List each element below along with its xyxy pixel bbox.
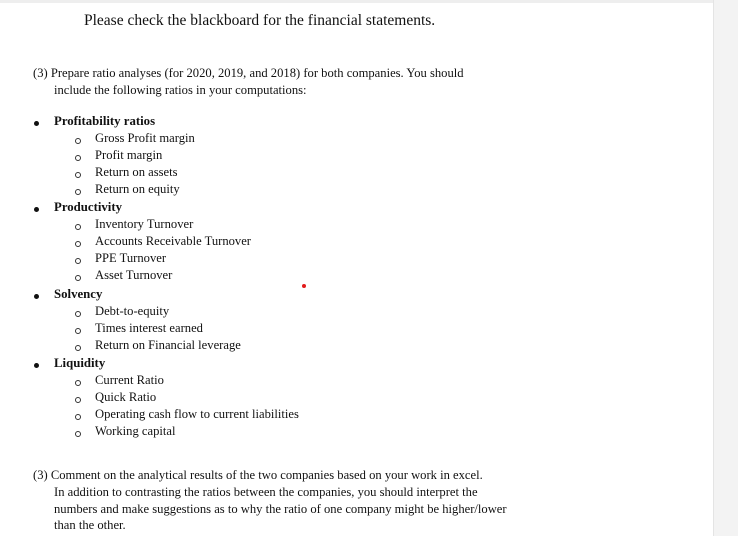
circle-bullet-icon (75, 241, 81, 247)
instruction-line-2: include the following ratios in your computations: (54, 82, 307, 97)
circle-bullet-icon (75, 345, 81, 351)
list-item: Quick Ratio (95, 390, 157, 404)
circle-bullet-icon (75, 328, 81, 334)
list-item: PPE Turnover (95, 251, 167, 265)
list-item: Profit margin (95, 148, 163, 162)
section-label: Solvency (54, 287, 103, 301)
list-item: Operating cash flow to current liabilities (95, 407, 299, 421)
comment-line-4: than the other. (54, 518, 126, 533)
comment-line-2: In addition to contrasting the ratios between the companies, you should interpret the (54, 484, 478, 499)
list-item: Accounts Receivable Turnover (95, 234, 251, 248)
circle-bullet-icon (75, 431, 81, 437)
list-item: Current Ratio (95, 373, 164, 387)
list-item: Return on Financial leverage (95, 338, 241, 352)
comment-line-1: (3) Comment on the analytical results of the two companies based on your work in excel. (33, 468, 483, 482)
bullet-icon (34, 207, 39, 212)
circle-bullet-icon (75, 172, 81, 178)
section-label: Productivity (54, 200, 123, 214)
comment-line-3: numbers and make suggestions as to why the ratio of one company might be higher/lower (54, 501, 507, 516)
bullet-icon (34, 121, 39, 126)
circle-bullet-icon (75, 224, 81, 230)
bullet-icon (34, 363, 39, 368)
list-item: Times interest earned (95, 321, 203, 335)
circle-bullet-icon (75, 414, 81, 420)
circle-bullet-icon (75, 155, 81, 161)
list-item: Debt-to-equity (95, 304, 170, 318)
list-item: Working capital (95, 424, 176, 438)
section-label: Profitability ratios (54, 114, 156, 128)
page-title: Please check the blackboard for the financial statements. (84, 12, 436, 29)
circle-bullet-icon (75, 311, 81, 317)
instruction-line-1: (3) Prepare ratio analyses (for 2020, 2019, and 2018) for both companies. You should (33, 66, 464, 80)
list-item: Return on equity (95, 182, 180, 196)
list-item: Asset Turnover (95, 268, 173, 282)
circle-bullet-icon (75, 189, 81, 195)
circle-bullet-icon (75, 258, 81, 264)
section-label: Liquidity (54, 356, 106, 370)
list-item: Return on assets (95, 165, 178, 179)
top-edge (0, 0, 738, 3)
right-margin-panel (713, 0, 738, 536)
circle-bullet-icon (75, 138, 81, 144)
red-dot-mark (302, 284, 306, 288)
circle-bullet-icon (75, 275, 81, 281)
bullet-icon (34, 294, 39, 299)
list-item: Gross Profit margin (95, 131, 195, 145)
list-item: Inventory Turnover (95, 217, 194, 231)
comment-paragraph (33, 467, 573, 534)
circle-bullet-icon (75, 397, 81, 403)
circle-bullet-icon (75, 380, 81, 386)
instruction-paragraph (33, 65, 573, 99)
